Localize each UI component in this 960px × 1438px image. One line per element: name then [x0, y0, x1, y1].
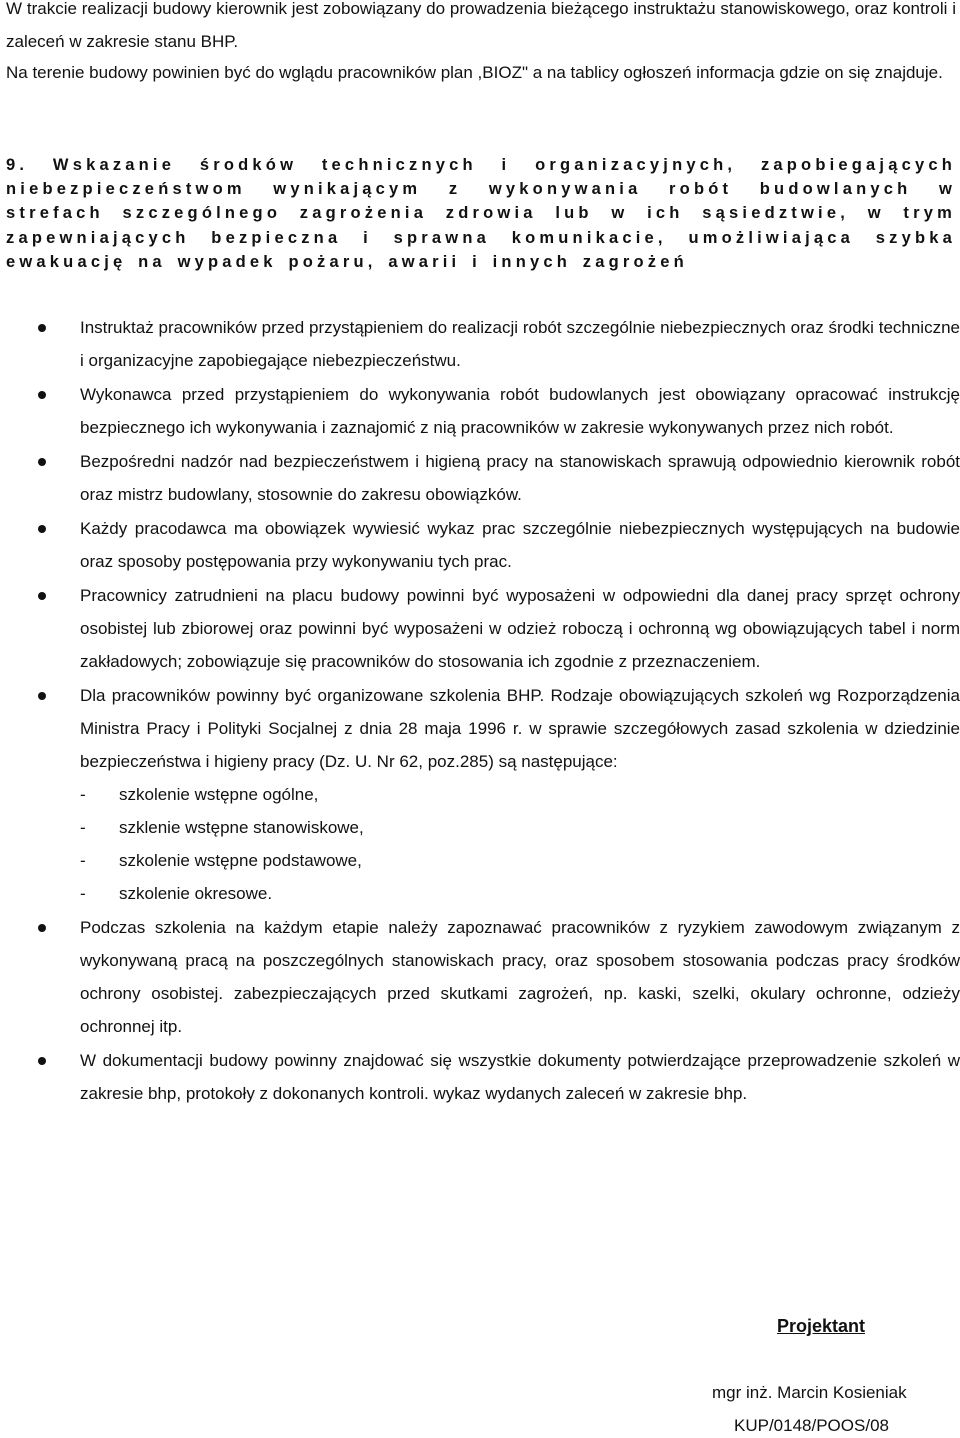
training-type-text: szkolenie wstępne ogólne, [119, 785, 319, 804]
signoff-code: KUP/0148/POOS/08 [734, 1416, 889, 1435]
bullet-item [0, 311, 960, 377]
training-type-text: szklenie wstępne stanowiskowe, [119, 818, 364, 837]
signoff-title: Projektant [777, 1316, 866, 1336]
training-type-item [80, 811, 960, 844]
bullet-item [0, 512, 960, 578]
training-type-text: szkolenie okresowe. [119, 884, 273, 903]
bullet-text: Wykonawca przed przystąpieniem do wykonywania robót budowlanych jest obowiązany opracować instrukcję bezpiecznego ich wykonywania i zaznajomić z nią pracowników w zakresie wykonywanych przez nich robót. [80, 385, 960, 437]
dash-marker: - [80, 818, 86, 837]
dash-marker: - [80, 785, 86, 804]
training-type-item [80, 844, 960, 877]
bullet-text: Każdy pracodawca ma obowiązek wywiesić wykaz prac szczególnie niebezpiecznych występujących na budowie oraz sposoby postępowania przy wykonywaniu tych prac. [80, 519, 960, 571]
intro-paragraph-2: Na terenie budowy powinien być do wglądu pracowników plan ,BIOZ" a na tablicy ogłoszeń informacja gdzie on się znajduje. [6, 63, 943, 82]
dash-marker: - [80, 851, 86, 870]
training-type-item [80, 877, 960, 910]
dash-marker: - [80, 884, 86, 903]
signoff-name: mgr inż. Marcin Kosieniak [712, 1383, 907, 1402]
training-type-item [80, 778, 960, 811]
training-type-text: szkolenie wstępne podstawowe, [119, 851, 362, 870]
bullet-text: Dla pracowników powinny być organizowane szkolenia BHP. Rodzaje obowiązujących szkoleń wg Rozporządzenia Ministra Pracy i Polityki Socjalnej z dnia 28 maja 1996 r. w sprawie szczegółowych zasad szkolenia w dziedzinie bezpieczeństwa i higieny pracy (Dz. U. Nr 62, poz.285) są następujące: [80, 686, 960, 771]
bullet-item [0, 679, 960, 910]
training-types-list [80, 778, 960, 910]
bullet-dot-icon [38, 324, 46, 332]
bullet-text: Podczas szkolenia na każdym etapie należy zapoznawać pracowników z ryzykiem zawodowym związanym z wykonywaną pracą na poszczególnych stanowiskach pracy, oraz sposobem stosowania podczas pracy środków ochrony osobistej. zabezpieczających przed skutkami zagrożeń, np. kaski, szelki, okulary ochronne, odzieży ochronnej itp. [80, 918, 960, 1036]
bullet-text: Instruktaż pracowników przed przystąpieniem do realizacji robót szczególnie niebezpiecznych oraz środki techniczne i organizacyjne zapobiegające niebezpieczeństwu. [80, 318, 960, 370]
bullet-dot-icon [38, 525, 46, 533]
bullet-dot-icon [38, 592, 46, 600]
bullet-item [0, 1044, 960, 1110]
bullet-text: W dokumentacji budowy powinny znajdować się wszystkie dokumenty potwierdzające przeprowadzenie szkoleń w zakresie bhp, protokoły z dokonanych kontroli. wykaz wydanych zaleceń w zakresie bhp. [80, 1051, 960, 1103]
bullet-item [0, 378, 960, 444]
bullet-dot-icon [38, 924, 46, 932]
bullet-item [0, 445, 960, 511]
bullet-item [0, 579, 960, 678]
bullet-dot-icon [38, 458, 46, 466]
bullet-item [0, 911, 960, 1043]
bullet-dot-icon [38, 692, 46, 700]
bullet-dot-icon [38, 391, 46, 399]
bullet-text: Pracownicy zatrudnieni na placu budowy powinni być wyposażeni w odpowiedni dla danej pracy sprzęt ochrony osobistej lub zbiorowej oraz powinni być wyposażeni w odzież roboczą i ochronną wg obowiązujących tabel i norm zakładowych; zobowiązuje się pracowników do stosowania ich zgodnie z przeznaczeniem. [80, 586, 960, 671]
section-heading: 9. Wskazanie środków technicznych i organizacyjnych, zapobiegających niebezpieczeństwom wynikającym z wykonywania robót budowlanych w strefach szczególnego zagrożenia zdrowia lub w ich sąsiedztwie, w trym zapewniających bezpieczna i sprawna komunikacie, umożliwiająca szybka ewakuację na wypadek pożaru, awarii i innych zagrożeń [6, 156, 956, 271]
bullet-list [0, 311, 960, 1111]
bullet-dot-icon [38, 1057, 46, 1065]
bullet-text: Bezpośredni nadzór nad bezpieczeństwem i higieną pracy na stanowiskach sprawują odpowiednio kierownik robót oraz mistrz budowlany, stosownie do zakresu obowiązków. [80, 452, 960, 504]
intro-paragraph-1: W trakcie realizacji budowy kierownik jest zobowiązany do prowadzenia bieżącego instruktażu stanowiskowego, oraz kontroli i zaleceń w zakresie stanu BHP. [6, 0, 956, 51]
